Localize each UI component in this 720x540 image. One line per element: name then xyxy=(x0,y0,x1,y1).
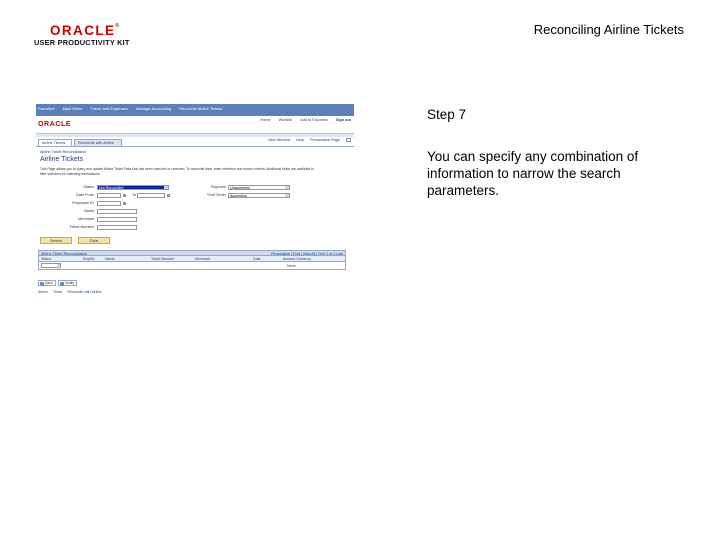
footer-link[interactable]: Ticket xyxy=(52,290,63,294)
add-favorites-link[interactable]: Add to Favorites xyxy=(300,118,328,122)
calendar-icon[interactable] xyxy=(167,194,170,197)
column-header-status[interactable]: Status xyxy=(41,256,52,261)
save-icon xyxy=(40,282,44,286)
date-to-input[interactable] xyxy=(137,193,165,198)
merchant-label: Merchant xyxy=(78,217,94,221)
app-brand-logo: ORACLE xyxy=(38,121,72,128)
nav-crumb[interactable]: Travel and Expenses xyxy=(90,106,128,111)
header-divider xyxy=(36,134,354,137)
sign-out-link[interactable]: Sign out xyxy=(335,118,351,122)
status-label: Status xyxy=(83,185,94,189)
column-header-date[interactable]: Date xyxy=(253,256,261,261)
name-input[interactable] xyxy=(97,209,137,214)
step-title: Step 7 xyxy=(427,107,467,122)
tab-airline-tickets[interactable]: Airline Tickets xyxy=(38,139,72,146)
column-header-name[interactable]: Name xyxy=(105,256,115,261)
nav-crumb[interactable]: Reconcile Airline Tickets xyxy=(179,106,223,111)
nav-crumb[interactable]: Main Menu xyxy=(62,106,83,111)
tab-underline xyxy=(36,146,354,147)
results-grid-title: Airline Ticket Reconciliation xyxy=(41,251,88,256)
row-status-select[interactable] xyxy=(41,263,61,268)
oracle-upk-logo: ORACLE® USER PRODUCTIVITY KIT xyxy=(34,23,130,47)
footer-link[interactable]: Airline xyxy=(38,290,48,294)
footer-links xyxy=(38,290,105,294)
empty-results-label: None xyxy=(287,263,296,268)
column-header-emplid[interactable]: EmplID xyxy=(83,256,95,261)
name-label: Name xyxy=(83,209,94,213)
column-header-merchant[interactable]: Merchant xyxy=(195,256,210,261)
step-body: You can specify any combination of information to narrow the search parameters. xyxy=(427,149,639,198)
notify-button[interactable]: Notify xyxy=(58,280,77,286)
print-icon[interactable] xyxy=(346,138,351,142)
ticket-number-label: Ticket Number xyxy=(69,225,94,229)
worklist-link[interactable]: Worklist xyxy=(278,118,293,122)
employee-id-label: Employee ID xyxy=(72,201,94,205)
page-title: Airline Tickets xyxy=(40,156,84,163)
footer-link[interactable]: Reconcile with Airline xyxy=(67,290,102,294)
page-instructions: This Page allows you to query and update Airline Ticket Data that has been matched or received. To reconcile data, enter selection and search criteria. Additional fields are available to filter selection for matching transactions. xyxy=(40,167,314,176)
table-row xyxy=(38,262,346,270)
results-grid-navigation[interactable]: Personalize | Find | View All | First 1 of 1 Last xyxy=(271,251,343,256)
save-button[interactable]: Save xyxy=(38,280,56,286)
menu-navigation-bar xyxy=(36,104,354,116)
date-to-label: To xyxy=(131,193,136,197)
date-from-label: Date From xyxy=(76,193,94,197)
status-select[interactable]: Not Reconciled xyxy=(97,185,169,190)
sort-order-label: *Sort Order xyxy=(206,193,226,197)
tab-reconcile-with-airline[interactable]: Reconcile with Airline xyxy=(74,139,122,146)
logo-subtitle: USER PRODUCTIVITY KIT xyxy=(34,38,130,47)
clear-button[interactable]: Clear xyxy=(78,237,110,244)
home-link[interactable]: Home xyxy=(260,118,271,122)
payment-select[interactable]: Unapproved xyxy=(228,185,290,190)
app-header xyxy=(36,116,354,134)
help-link[interactable]: Help xyxy=(296,138,305,142)
logo-brand: ORACLE xyxy=(50,23,116,38)
slide-title: Reconciling Airline Tickets xyxy=(533,22,684,37)
date-from-input[interactable] xyxy=(97,193,121,198)
merchant-input[interactable] xyxy=(97,217,137,222)
payment-label: Payment xyxy=(211,185,226,189)
search-button[interactable]: Search xyxy=(40,237,72,244)
sort-order-select[interactable]: Ascending xyxy=(228,193,290,198)
column-header-amount-currency[interactable]: Amount Currency xyxy=(283,256,311,261)
column-header-ticket-number[interactable]: Ticket Number xyxy=(151,256,175,261)
notify-icon xyxy=(60,282,64,286)
application-screenshot xyxy=(36,104,354,300)
ticket-number-input[interactable] xyxy=(97,225,137,230)
component-label: Airline Ticket Reconciliation xyxy=(40,150,87,154)
calendar-icon[interactable] xyxy=(123,194,126,197)
employee-id-input[interactable] xyxy=(97,201,121,206)
lookup-icon[interactable] xyxy=(123,202,126,205)
nav-crumb[interactable]: Favorites xyxy=(38,106,55,111)
nav-crumb[interactable]: Manage Accounting xyxy=(135,106,172,111)
new-window-link[interactable]: New Window xyxy=(268,138,291,142)
personalize-page-link[interactable]: Personalize Page xyxy=(310,138,340,142)
